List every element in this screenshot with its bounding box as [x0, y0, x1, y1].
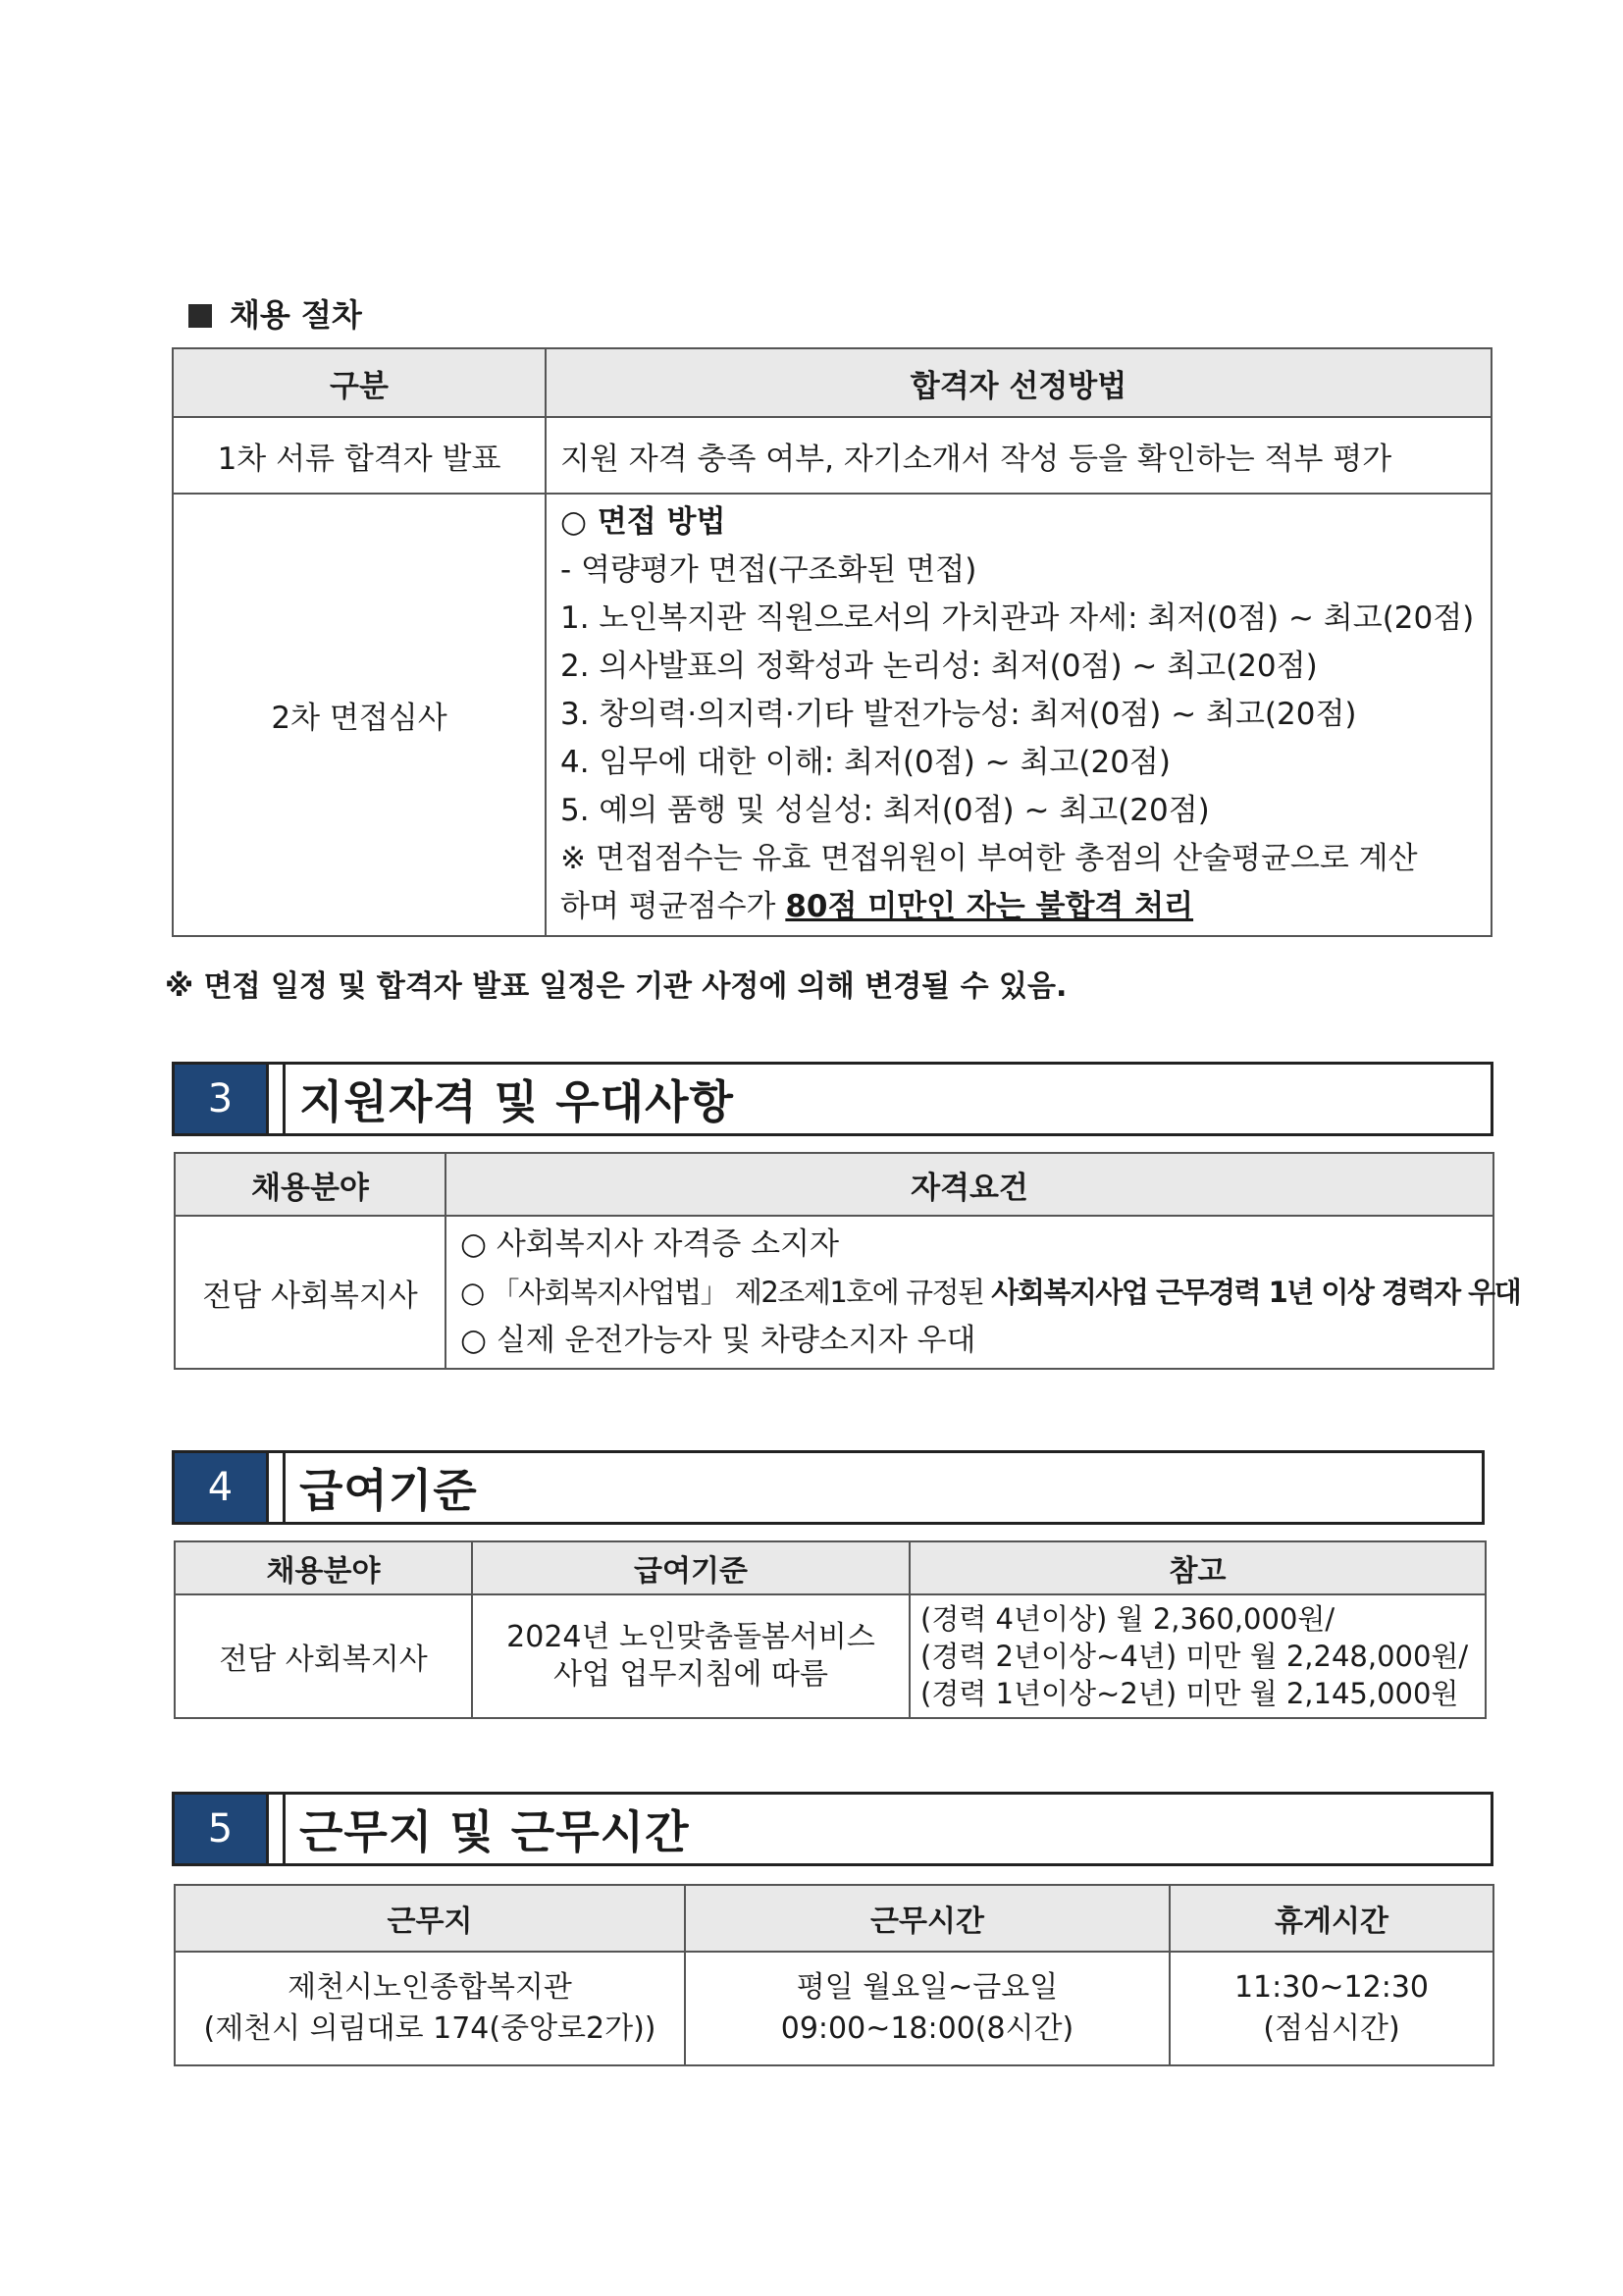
workplace-table — [174, 1884, 1494, 2066]
schedule-footnote: ※ 면접 일정 및 합격자 발표 일정은 기관 사정에 의해 변경될 수 있음. — [165, 969, 1068, 1004]
procedure-header-method: 합격자 선정방법 — [546, 348, 1492, 417]
section-number: 3 — [175, 1065, 269, 1133]
salary-notes — [910, 1594, 1486, 1718]
salary-field: 전담 사회복지사 — [175, 1594, 472, 1718]
qualification-table — [174, 1152, 1521, 1370]
method-item: 3. 창의력·의지력·기타 발전가능성: 최저(0점) ~ 최고(20점) — [560, 697, 1357, 732]
section-number: 5 — [175, 1795, 269, 1863]
requirement-item: ○ 「사회복지사업법」 제2조제1호에 규정된 사회복지사업 근무경력 1년 이상 경력자 우대 — [460, 1275, 1521, 1309]
salary-header-field: 채용분야 — [175, 1541, 472, 1594]
qualification-header-field: 채용분야 — [175, 1153, 445, 1216]
section-title: 근무지 및 근무시간 — [299, 1805, 690, 1858]
method-item: 2. 의사발표의 정확성과 논리성: 최저(0점) ~ 최고(20점) — [560, 649, 1318, 684]
method-item: 4. 임무에 대한 이해: 최저(0점) ~ 최고(20점) — [560, 745, 1171, 780]
salary-header-standard: 급여기준 — [472, 1541, 910, 1594]
salary-note-item: (경력 4년이상) 월 2,360,000원/ — [920, 1602, 1335, 1636]
procedure-header-category: 구분 — [173, 348, 546, 417]
requirement-item: ○ 실제 운전가능자 및 차량소지자 우대 — [460, 1322, 976, 1358]
square-bullet-icon — [188, 304, 212, 328]
procedure-table — [172, 347, 1492, 937]
qualification-header-requirements: 자격요건 — [445, 1153, 1493, 1216]
salary-note-item: (경력 1년이상~2년) 미만 월 2,145,000원 — [920, 1677, 1459, 1710]
fail-criteria: 80점 미만인 자는 불합격 처리 — [785, 889, 1194, 924]
section-number: 4 — [175, 1453, 269, 1522]
workplace-place: 제천시노인종합복지관 (제천시 의림대로 174(중앙로2가)) — [175, 1952, 685, 2065]
procedure-row1-label: 1차 서류 합격자 발표 — [173, 417, 546, 494]
qualification-field: 전담 사회복지사 — [175, 1216, 445, 1369]
procedure-row2-label: 2차 면접심사 — [173, 494, 546, 936]
section-title: 급여기준 — [299, 1464, 478, 1517]
procedure-row2-detail — [546, 494, 1492, 936]
salary-table — [174, 1540, 1487, 1719]
procedure-row1-text: 지원 자격 충족 여부, 자기소개서 작성 등을 확인하는 적부 평가 — [546, 417, 1492, 494]
method-title: ○ 면접 방법 — [560, 504, 726, 540]
salary-note-item: (경력 2년이상~4년) 미만 월 2,248,000원/ — [920, 1640, 1469, 1673]
section-5-header — [172, 1792, 1493, 1866]
requirement-item: ○ 사회복지사 자격증 소지자 — [460, 1226, 840, 1262]
method-item: 1. 노인복지관 직원으로서의 가치관과 자세: 최저(0점) ~ 최고(20점) — [560, 600, 1475, 636]
workplace-header-break: 휴게시간 — [1170, 1885, 1493, 1952]
method-item: 5. 예의 품행 및 성실성: 최저(0점) ~ 최고(20점) — [560, 793, 1210, 828]
section-title: 지원자격 및 우대사항 — [299, 1075, 734, 1128]
section-3-header — [172, 1062, 1493, 1136]
workplace-header-place: 근무지 — [175, 1885, 685, 1952]
method-note-line2: 하며 평균점수가 80점 미만인 자는 불합격 처리 — [560, 889, 1194, 924]
section-4-header — [172, 1450, 1485, 1525]
method-note-line1: ※ 면접점수는 유효 면접위원이 부여한 총점의 산술평균으로 계산 — [560, 841, 1418, 876]
method-sub: - 역량평가 면접(구조화된 면접) — [560, 552, 977, 588]
workplace-header-hours: 근무시간 — [685, 1885, 1170, 1952]
workplace-break: 11:30~12:30 (점심시간) — [1170, 1952, 1493, 2065]
workplace-hours: 평일 월요일~금요일 09:00~18:00(8시간) — [685, 1952, 1170, 2065]
procedure-heading: 채용 절차 — [188, 290, 362, 336]
salary-header-notes: 참고 — [910, 1541, 1486, 1594]
qualification-requirements — [445, 1216, 1521, 1369]
salary-standard: 2024년 노인맞춤돌봄서비스 사업 업무지침에 따름 — [472, 1594, 910, 1718]
